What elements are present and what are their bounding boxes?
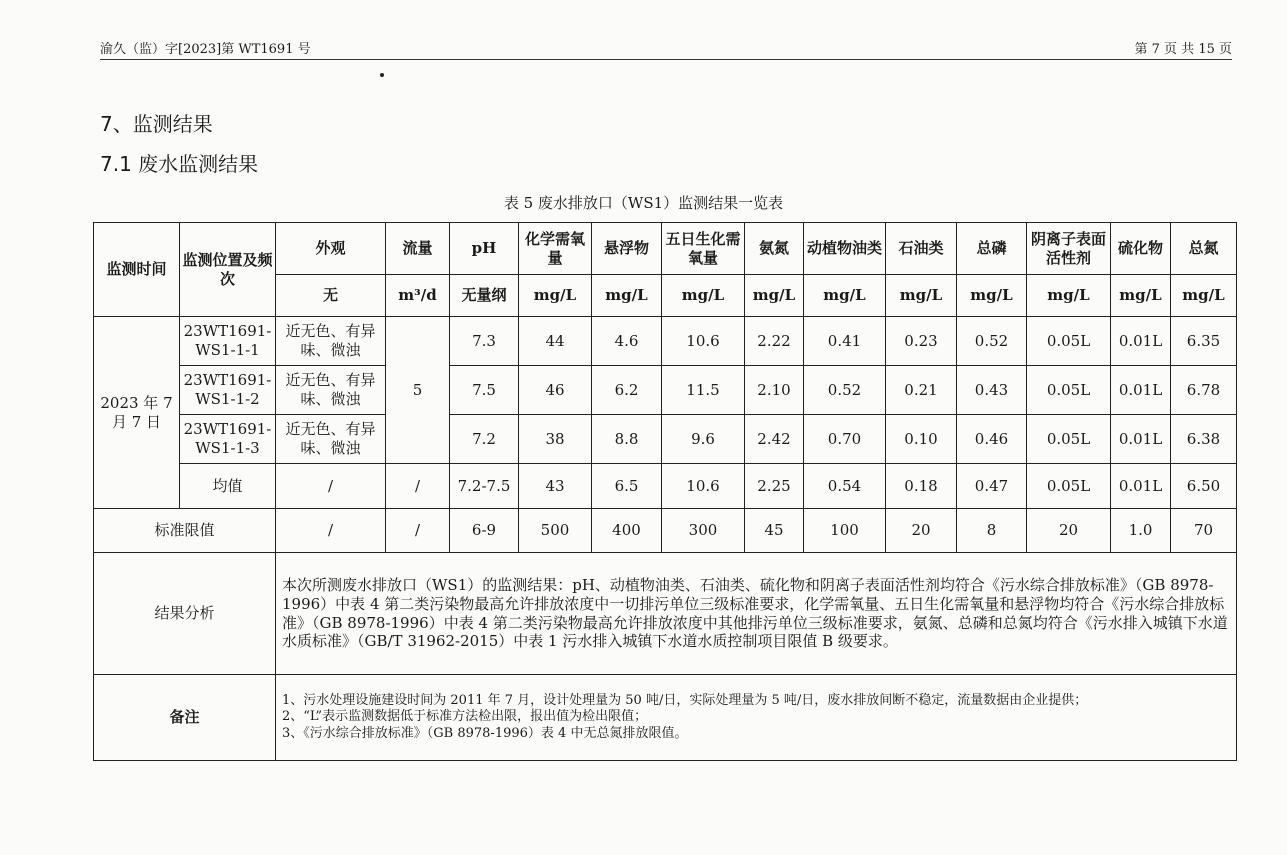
notes-cell [276, 675, 1237, 761]
appearance-cell: / [276, 464, 386, 509]
value-cell: 0.52 [957, 317, 1027, 366]
param-header: 五日生化需氧量 [662, 223, 745, 275]
unit-cell: mg/L [1111, 275, 1171, 317]
notes-row [94, 675, 1237, 761]
analysis-row [94, 553, 1237, 675]
value-cell: 0.47 [957, 464, 1027, 509]
value-cell: 2.42 [745, 415, 804, 464]
param-header: 氨氮 [745, 223, 804, 275]
sample-location: 23WT1691-WS1-1-2 [180, 366, 276, 415]
value-cell: 1.0 [1111, 509, 1171, 553]
value-cell: 7.2-7.5 [450, 464, 519, 509]
unit-cell: m³/d [386, 275, 450, 317]
page-header [100, 38, 1232, 60]
value-cell: 6.35 [1171, 317, 1237, 366]
param-header: 悬浮物 [592, 223, 662, 275]
note-item: 3、《污水综合排放标准》（GB 8978-1996）表 4 中无总氮排放限值。 [282, 725, 688, 741]
value-cell: 0.46 [957, 415, 1027, 464]
sample-location: 23WT1691-WS1-1-3 [180, 415, 276, 464]
value-cell: 6.2 [592, 366, 662, 415]
param-header: 总磷 [957, 223, 1027, 275]
value-cell: 2.10 [745, 366, 804, 415]
flow-cell: / [386, 464, 450, 509]
value-cell: 20 [1027, 509, 1111, 553]
value-cell: 0.10 [886, 415, 957, 464]
page-number: 第 7 页 共 15 页 [1134, 42, 1232, 57]
param-header: 石油类 [886, 223, 957, 275]
value-cell: 6.38 [1171, 415, 1237, 464]
param-header: 阴离子表面活性剂 [1027, 223, 1111, 275]
table-row [94, 317, 1237, 366]
value-cell: 0.01L [1111, 317, 1171, 366]
param-header: 化学需氧量 [519, 223, 592, 275]
sample-location: 23WT1691-WS1-1-1 [180, 317, 276, 366]
unit-cell: mg/L [745, 275, 804, 317]
value-cell: 0.23 [886, 317, 957, 366]
value-cell: 70 [1171, 509, 1237, 553]
value-cell: 0.05L [1027, 464, 1111, 509]
unit-cell: mg/L [519, 275, 592, 317]
analysis-label: 结果分析 [94, 553, 276, 675]
unit-cell: mg/L [592, 275, 662, 317]
value-cell: 45 [745, 509, 804, 553]
unit-cell: mg/L [662, 275, 745, 317]
value-cell: 44 [519, 317, 592, 366]
unit-cell: 无量纲 [450, 275, 519, 317]
value-cell: 7.2 [450, 415, 519, 464]
value-cell: 0.01L [1111, 464, 1171, 509]
date-cell: 2023 年 7 月 7 日 [94, 317, 180, 509]
appearance-cell: 近无色、有异味、微浊 [276, 415, 386, 464]
appearance-cell: 近无色、有异味、微浊 [276, 317, 386, 366]
value-cell: 0.21 [886, 366, 957, 415]
value-cell: 2.25 [745, 464, 804, 509]
value-cell: 10.6 [662, 464, 745, 509]
unit-cell: mg/L [804, 275, 886, 317]
value-cell: 7.3 [450, 317, 519, 366]
value-cell: 0.01L [1111, 415, 1171, 464]
standard-label: 标准限值 [94, 509, 276, 553]
value-cell: 100 [804, 509, 886, 553]
table-row [94, 415, 1237, 464]
value-cell: 0.05L [1027, 415, 1111, 464]
average-row [94, 464, 1237, 509]
param-header: 动植物油类 [804, 223, 886, 275]
param-header: 流量 [386, 223, 450, 275]
param-header: 外观 [276, 223, 386, 275]
value-cell: 8 [957, 509, 1027, 553]
value-cell: 0.05L [1027, 366, 1111, 415]
value-cell: 2.22 [745, 317, 804, 366]
value-cell: 6-9 [450, 509, 519, 553]
appearance-cell: / [276, 509, 386, 553]
notes-label: 备注 [94, 675, 276, 761]
section-title: 7、监测结果 [100, 112, 213, 136]
analysis-text: 本次所测废水排放口（WS1）的监测结果：pH、动植物油类、石油类、硫化物和阴离子表面活性剂均符合《污水综合排放标准》（GB 8978-1996）中表 4 第二类污染物最高允许排放浓度中一切排污单位三级标准要求，化学需氧量、五日生化需氧量和悬浮物均符合《污水综合排放标准》（GB 8978-1996）中表 4 第二类污染物最高允许排放浓度中其他排污单位三级标准要求，氨氮、总磷和总氮均符合《污水排入城镇下水道水质标准》（GB/T 31962-2015）中表 1 污水排入城镇下水道水质控制项目限值 B 级要求。 [276, 553, 1237, 675]
value-cell: 7.5 [450, 366, 519, 415]
param-header: 总氮 [1171, 223, 1237, 275]
value-cell: 46 [519, 366, 592, 415]
value-cell: 300 [662, 509, 745, 553]
header-location: 监测位置及频次 [180, 223, 276, 317]
header-time: 监测时间 [94, 223, 180, 317]
value-cell: 4.6 [592, 317, 662, 366]
unit-cell: mg/L [1171, 275, 1237, 317]
value-cell: 6.78 [1171, 366, 1237, 415]
note-item: 1、污水处理设施建设时间为 2011 年 7 月，设计处理量为 50 吨/日，实际处理量为 5 吨/日，废水排放间断不稳定，流量数据由企业提供； [282, 693, 1088, 709]
value-cell: 0.43 [957, 366, 1027, 415]
value-cell: 6.5 [592, 464, 662, 509]
param-header: 硫化物 [1111, 223, 1171, 275]
value-cell: 0.54 [804, 464, 886, 509]
value-cell: 0.01L [1111, 366, 1171, 415]
value-cell: 0.05L [1027, 317, 1111, 366]
value-cell: 9.6 [662, 415, 745, 464]
unit-cell: 无 [276, 275, 386, 317]
value-cell: 11.5 [662, 366, 745, 415]
value-cell: 8.8 [592, 415, 662, 464]
average-label: 均值 [180, 464, 276, 509]
param-header: pH [450, 223, 519, 275]
value-cell: 0.70 [804, 415, 886, 464]
table-row [94, 366, 1237, 415]
value-cell: 38 [519, 415, 592, 464]
unit-cell: mg/L [1027, 275, 1111, 317]
standard-row [94, 509, 1237, 553]
scan-speck [380, 73, 384, 77]
results-table [93, 222, 1237, 761]
value-cell: 500 [519, 509, 592, 553]
table-caption: 表 5 废水排放口（WS1）监测结果一览表 [503, 194, 784, 212]
value-cell: 6.50 [1171, 464, 1237, 509]
unit-cell: mg/L [886, 275, 957, 317]
unit-cell: mg/L [957, 275, 1027, 317]
value-cell: 0.52 [804, 366, 886, 415]
value-cell: 0.18 [886, 464, 957, 509]
flow-cell: / [386, 509, 450, 553]
value-cell: 10.6 [662, 317, 745, 366]
report-number: 渝久（监）字[2023]第 WT1691 号 [100, 42, 311, 57]
value-cell: 43 [519, 464, 592, 509]
note-item: 2、“L”表示监测数据低于标准方法检出限，报出值为检出限值； [282, 709, 648, 725]
subsection-title: 7.1 废水监测结果 [100, 152, 259, 176]
value-cell: 400 [592, 509, 662, 553]
flow-cell: 5 [386, 317, 450, 464]
value-cell: 0.41 [804, 317, 886, 366]
value-cell: 20 [886, 509, 957, 553]
appearance-cell: 近无色、有异味、微浊 [276, 366, 386, 415]
